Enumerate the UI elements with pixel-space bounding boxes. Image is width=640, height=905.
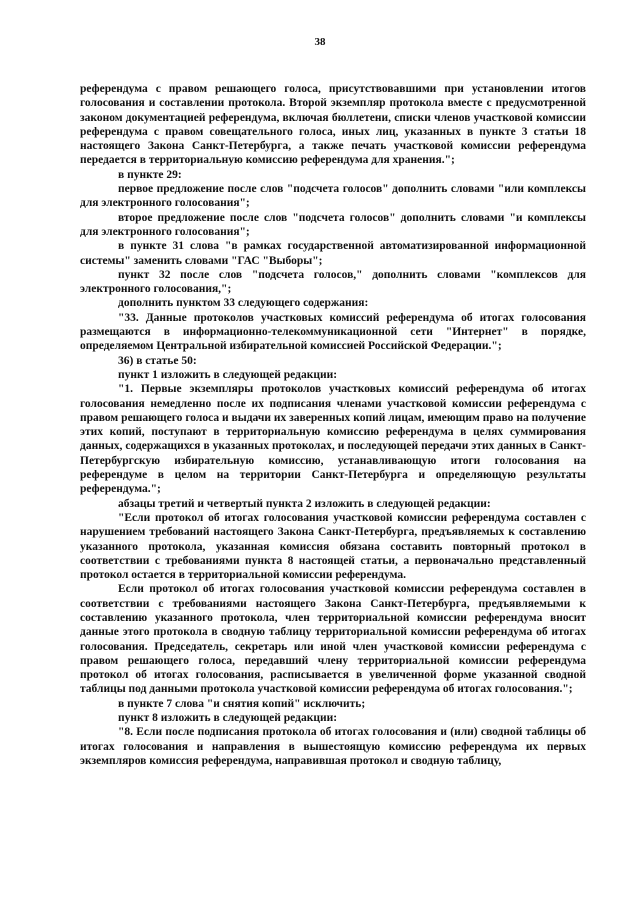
- document-paragraph: пункт 1 изложить в следующей редакции:: [118, 368, 338, 381]
- document-paragraph: первое предложение после слов "подсчета голосов" дополнить словами "или комплексы для электронного голосования";: [80, 183, 586, 210]
- document-paragraph: в пункте 7 слова "и снятия копий" исключить;: [118, 697, 366, 710]
- document-paragraph: "33. Данные протоколов участковых комиссий референдума об итогах голосования размещаются в информационно-телекоммуникационной сети "Интернет" в порядке, определяемом Центральной избирательной комиссией Российской Федерации.";: [80, 311, 586, 353]
- document-paragraph: дополнить пунктом 33 следующего содержания:: [118, 297, 369, 310]
- document-paragraph: абзацы третий и четвертый пункта 2 изложить в следующей редакции:: [118, 497, 491, 510]
- document-paragraph: пункт 32 после слов "подсчета голосов," дополнить словами "комплексов для электронного голосования,";: [80, 268, 586, 296]
- document-paragraph: Если протокол об итогах голосования участковой комиссии референдума составлен в соответствии с требованиями настоящего Закона Санкт-Петербурга, предъявляемыми к составлению указанного протокола, член территориальной комиссии референдума вносит данные этого протокола в сводную таблицу территориальной комиссии референдума об итогах голосования. Председатель, секретарь или иной член участковой комиссии референдума с правом решающего голоса, передавший члену территориальной комиссии референдума протокол об итогах голосования, расписывается в увеличенной форме указанной сводной таблицы под данными протокола участковой комиссии референдума об итогах голосования.";: [80, 583, 586, 696]
- document-paragraph: в пункте 31 слова "в рамках государственной автоматизированной информационной системы" заменить словами "ГАС "Выборы";: [80, 240, 586, 267]
- document-paragraph: второе предложение после слов "подсчета голосов" дополнить словами "и комплексы для электронного голосования";: [80, 211, 586, 238]
- document-paragraph: референдума с правом решающего голоса, присутствовавшими при установлении итогов голосования и составлении протокола. Второй экземпляр протокола вместе с предусмотренной законом документацией референдума, включая бюллетени, списки членов участковой комиссии референдума с правом совещательного голоса, иных лиц, указанных в пункте 3 статьи 18 настоящего Закона Санкт-Петербурга, а также печать участковой комиссии референдума передается в территориальную комиссию референдума для хранения.";: [80, 83, 586, 167]
- document-paragraph: в пункте 29:: [118, 168, 182, 181]
- document-body: [80, 82, 586, 768]
- document-paragraph: "1. Первые экземпляры протоколов участковых комиссий референдума об итогах голосования немедленно после их подписания членами участковой комиссии референдума с правом решающего голоса и выдачи их заверенных копий лицам, имеющим право на получение этих копий, поступают в территориальную комиссию референдума в целях суммирования данных, содержащихся в указанных протоколах, и последующей передачи этих данных в Санкт-Петербургскую избирательную комиссию, устанавливающую итоги голосования на референдуме в целом на территории Санкт-Петербурга и определяющую результаты референдума.";: [80, 383, 586, 496]
- document-paragraph: "8. Если после подписания протокола об итогах голосования и (или) сводной таблицы об итогах голосования и направления в вышестоящую комиссию референдума их первых экземпляров комиссия референдума, направившая протокол и сводную таблицу,: [80, 726, 586, 767]
- document-paragraph: пункт 8 изложить в следующей редакции:: [118, 712, 338, 725]
- document-paragraph: 36) в статье 50:: [118, 354, 197, 367]
- page-number: 38: [314, 36, 326, 48]
- document-paragraph: "Если протокол об итогах голосования участковой комиссии референдума составлен с нарушением требований настоящего Закона Санкт-Петербурга, предъявляемых к составлению указанного протокола, указанная комиссия обязана составить повторный протокол в соответствии с требованиями пункта 8 настоящей статьи, а первоначально представленный протокол остается в территориальной комиссии референдума.: [80, 511, 586, 582]
